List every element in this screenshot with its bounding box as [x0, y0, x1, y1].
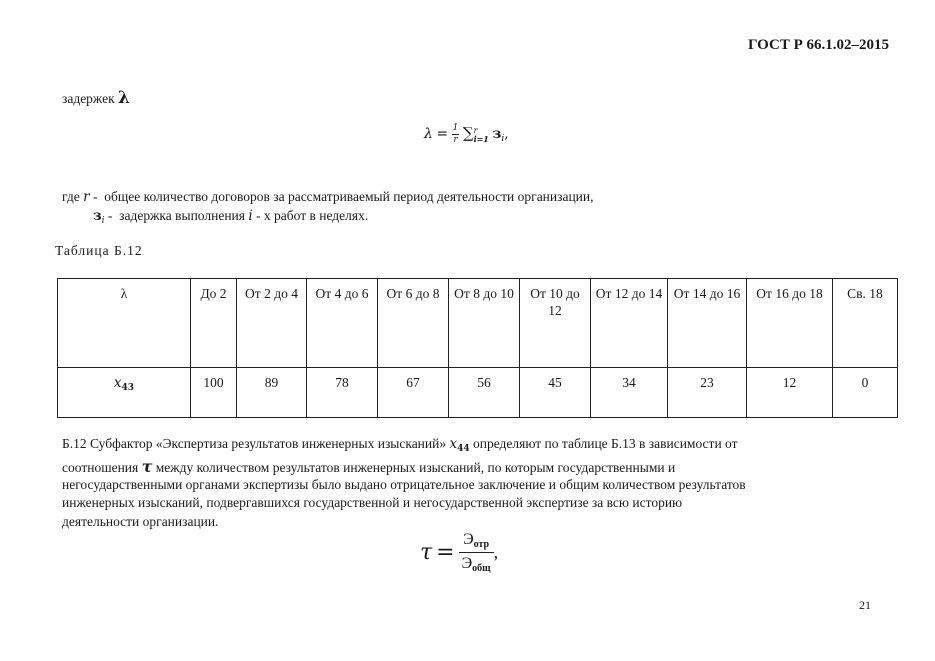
formula2-tail: ,: [493, 542, 499, 562]
header-cell: До 2: [191, 279, 237, 368]
sum-symbol: ∑: [462, 124, 474, 142]
paragraph-text: Б.12 Субфактор «Экспертиза результатов инженерных изысканий»: [62, 436, 450, 451]
value-cell: 78: [307, 368, 378, 418]
formula2-den-sub: общ: [472, 563, 491, 574]
formula1-frac-num: 1: [452, 123, 459, 134]
value-cell: 12: [747, 368, 833, 418]
formula1-lhs: λ: [424, 126, 433, 142]
var-i: i: [248, 208, 253, 224]
definition-r: [62, 189, 594, 205]
formula2-eq: =: [436, 540, 455, 565]
definition-z-text-1: задержка выполнения: [119, 208, 245, 223]
row-label-var: x: [113, 375, 122, 391]
paragraph-text: между количеством результатов инженерных изысканий, по которым государственными и: [152, 460, 676, 475]
row-label-cell: [58, 368, 191, 418]
value-cell: 89: [237, 368, 307, 418]
definition-z-text-2: - х работ в неделях.: [252, 208, 369, 223]
intro-text: задержек: [62, 91, 115, 106]
formula2-lhs: τ: [420, 540, 433, 565]
formula2-numerator: [459, 531, 494, 553]
paragraph-line-4: инженерных изысканий, подвергавшихся государственной и негосударственной экспертизе за всю историю: [62, 495, 683, 510]
definition-r-text: общее количество договоров за рассматриваемый период деятельности организации,: [104, 189, 594, 204]
var-r: r: [83, 189, 90, 205]
header-cell: Св. 18: [833, 279, 898, 368]
formula1-term-sub: i: [501, 134, 505, 144]
document-code: ГОСТ Р 66.1.02–2015: [748, 37, 890, 53]
value-cell: 56: [449, 368, 520, 418]
header-cell: От 14 до 16: [668, 279, 747, 368]
value-cell: 23: [668, 368, 747, 418]
data-table: [57, 278, 898, 418]
where-word: где: [62, 189, 80, 204]
value-cell: 100: [191, 368, 237, 418]
sum-limits: [474, 127, 489, 143]
formula1-eq: =: [436, 126, 449, 142]
header-cell: От 10 до 12: [520, 279, 591, 368]
var-z: з: [93, 208, 102, 224]
paragraph-line-2: [62, 457, 675, 476]
var-z-sub: i: [101, 216, 105, 226]
header-cell: От 12 до 14: [591, 279, 668, 368]
page-number: 21: [859, 598, 871, 612]
header-cell: От 16 до 18: [747, 279, 833, 368]
table-header-row: [58, 279, 898, 368]
formula2-num-sub: отр: [473, 539, 490, 550]
lambda-formula: [424, 124, 509, 145]
formula2-num: Э: [463, 531, 474, 548]
value-cell: 34: [591, 368, 668, 418]
header-cell: От 2 до 4: [237, 279, 307, 368]
definition-z: [93, 208, 368, 226]
paragraph-line-1: [62, 436, 738, 454]
dash-1: -: [89, 189, 105, 204]
var-tau: τ: [141, 457, 153, 476]
paragraph-line-5: деятельности организации.: [62, 514, 219, 529]
sum-upper: r: [473, 125, 478, 135]
table-value-row: [58, 368, 898, 418]
formula2-fraction: [459, 531, 494, 574]
paragraph-text: определяют по таблице Б.13 в зависимости от: [469, 436, 738, 451]
formula2-den: Э: [461, 555, 473, 572]
header-cell: От 8 до 10: [449, 279, 520, 368]
formula1-frac-den: r: [453, 135, 458, 146]
formula1-tail: ,: [504, 126, 509, 142]
var-x: x: [449, 436, 458, 452]
value-cell: 45: [520, 368, 591, 418]
header-cell: От 4 до 6: [307, 279, 378, 368]
formula2-denominator: [459, 553, 494, 574]
value-cell: 67: [378, 368, 449, 418]
paragraph-line-3: негосударственными органами экспертизы было выдано отрицательное заключение и общим количеством результатов: [62, 477, 746, 492]
formula1-fraction: [452, 124, 460, 145]
header-label-cell: λ: [58, 279, 191, 368]
table-caption: Таблица Б.12: [55, 243, 143, 258]
tau-formula: [420, 531, 498, 574]
row-label-sub: 43: [121, 383, 135, 393]
formula1-term: з: [492, 126, 502, 142]
var-x-sub: 44: [457, 444, 470, 454]
paragraph-text: соотношения: [62, 460, 142, 475]
lambda-symbol: λ: [118, 88, 130, 108]
dash-2: -: [104, 208, 120, 223]
header-cell: От 6 до 8: [378, 279, 449, 368]
value-cell: 0: [833, 368, 898, 418]
intro-line: [62, 88, 130, 108]
sum-lower: i=1: [473, 133, 489, 144]
